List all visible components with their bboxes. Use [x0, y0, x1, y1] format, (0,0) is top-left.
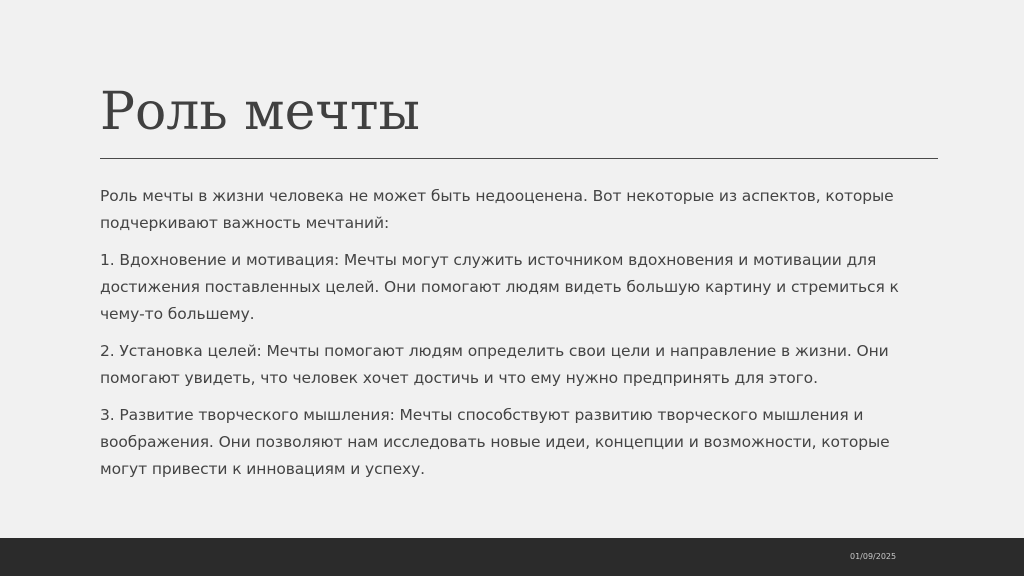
intro-paragraph: Роль мечты в жизни человека не может быть недооценена. Вот некоторые из аспектов, которые подчеркивают важность мечтаний:	[100, 187, 894, 232]
footer-bar	[0, 538, 1024, 576]
point-goals: 2. Установка целей: Мечты помогают людям определить свои цели и направление в жизни. Они помогают увидеть, что человек хочет достичь и что ему нужно предпринять для этого.	[100, 342, 889, 387]
title-divider	[100, 158, 938, 159]
slide-title: Роль мечты	[100, 82, 420, 142]
slide-body	[100, 183, 940, 493]
point-inspiration: 1. Вдохновение и мотивация: Мечты могут служить источником вдохновения и мотивации для достижения поставленных целей. Они помогают людям видеть большую картину и стремиться к чему-то большему.	[100, 251, 899, 323]
footer-date: 01/09/2025	[850, 552, 897, 561]
point-creativity: 3. Развитие творческого мышления: Мечты способствуют развитию творческого мышления и воображения. Они позволяют нам исследовать новые идеи, концепции и возможности, которые могут привести к инновациям и успеху.	[100, 406, 890, 478]
